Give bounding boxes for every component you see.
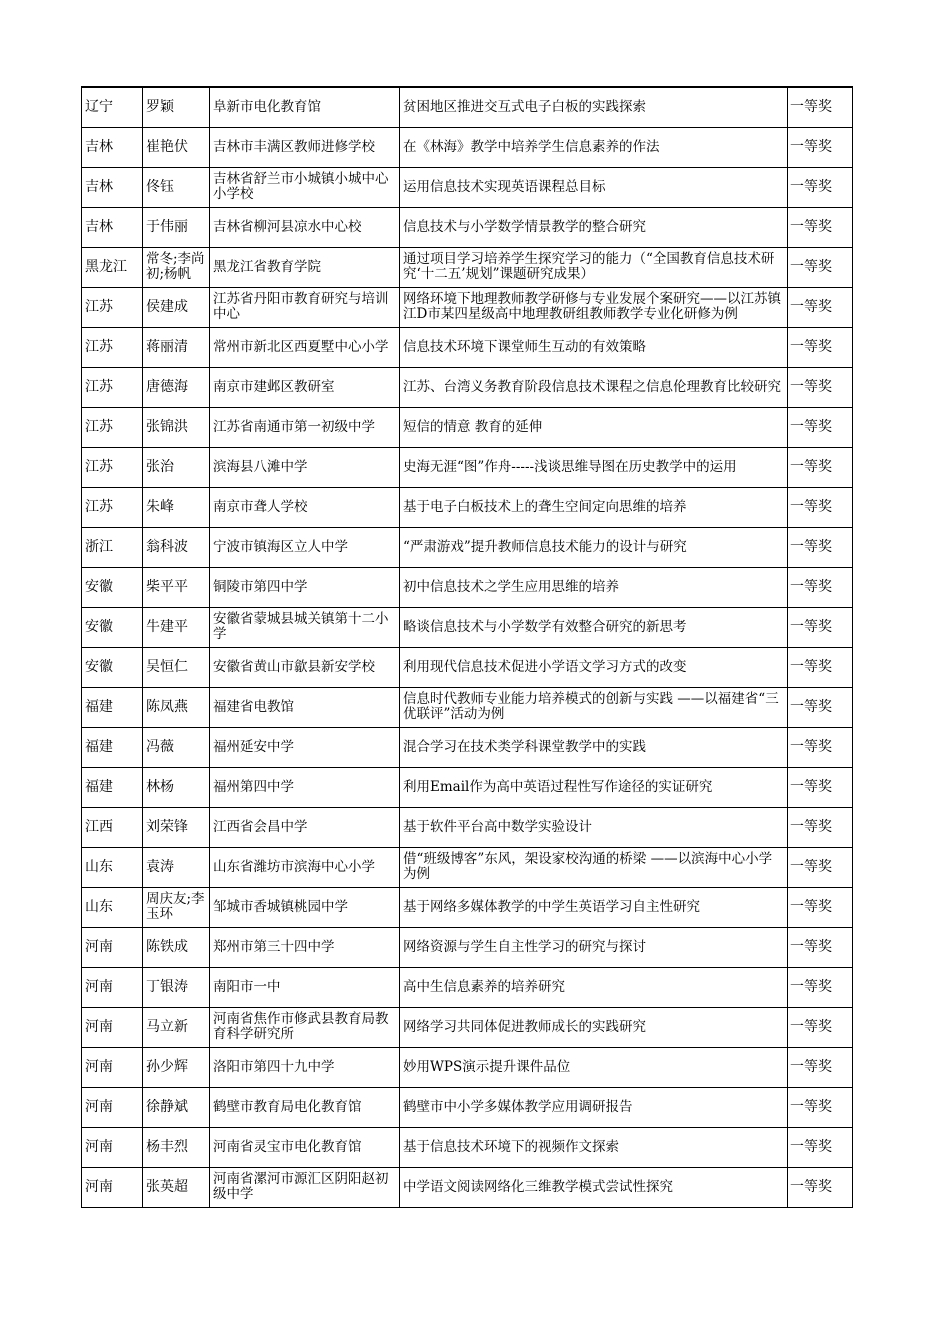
name-cell: 孙少辉	[143, 1047, 210, 1087]
name-cell: 崔艳伏	[143, 127, 210, 167]
name-cell: 刘荣锋	[143, 807, 210, 847]
table-row	[82, 247, 853, 287]
province-cell: 江苏	[82, 287, 143, 327]
table-row	[82, 647, 853, 687]
unit-cell: 吉林省舒兰市小城镇小城中心小学校	[210, 167, 400, 207]
unit-cell: 南阳市一中	[210, 967, 400, 1007]
name-cell: 张治	[143, 447, 210, 487]
province-cell: 河南	[82, 1127, 143, 1167]
unit-cell: 铜陵市第四中学	[210, 567, 400, 607]
title-cell: 通过项目学习培养学生探究学习的能力（“全国教育信息技术研究‘十二五’规划”课题研究成果）	[400, 247, 788, 287]
unit-cell: 福州第四中学	[210, 767, 400, 807]
unit-cell: 鹤壁市教育局电化教育馆	[210, 1087, 400, 1127]
title-cell: 初中信息技术之学生应用思维的培养	[400, 567, 788, 607]
title-cell: 江苏、台湾义务教育阶段信息技术课程之信息伦理教育比较研究	[400, 367, 788, 407]
name-cell: 袁涛	[143, 847, 210, 887]
title-cell: 短信的情意 教育的延伸	[400, 407, 788, 447]
unit-cell: 南京市聋人学校	[210, 487, 400, 527]
award-cell: 一等奖	[788, 967, 853, 1007]
table-row	[82, 1167, 853, 1207]
title-cell: 略谈信息技术与小学数学有效整合研究的新思考	[400, 607, 788, 647]
table-row	[82, 87, 853, 127]
table-row	[82, 367, 853, 407]
unit-cell: 滨海县八滩中学	[210, 447, 400, 487]
name-cell: 蒋丽清	[143, 327, 210, 367]
name-cell: 吴恒仁	[143, 647, 210, 687]
name-cell: 马立新	[143, 1007, 210, 1047]
title-cell: 网络资源与学生自主性学习的研究与探讨	[400, 927, 788, 967]
name-cell: 陈铁成	[143, 927, 210, 967]
title-cell: 鹤壁市中小学多媒体教学应用调研报告	[400, 1087, 788, 1127]
province-cell: 福建	[82, 687, 143, 727]
unit-cell: 宁波市镇海区立人中学	[210, 527, 400, 567]
title-cell: 基于软件平台高中数学实验设计	[400, 807, 788, 847]
unit-cell: 山东省潍坊市滨海中心小学	[210, 847, 400, 887]
title-cell: 史海无涯“图”作舟-----浅谈思维导图在历史教学中的运用	[400, 447, 788, 487]
table-row	[82, 607, 853, 647]
title-cell: 在《林海》教学中培养学生信息素养的作法	[400, 127, 788, 167]
title-cell: 网络环境下地理教师教学研修与专业发展个案研究——以江苏镇江D市某四星级高中地理教研组教师教学专业化研修为例	[400, 287, 788, 327]
unit-cell: 安徽省黄山市歙县新安学校	[210, 647, 400, 687]
award-cell: 一等奖	[788, 207, 853, 247]
province-cell: 河南	[82, 1087, 143, 1127]
award-cell: 一等奖	[788, 487, 853, 527]
title-cell: 信息技术与小学数学情景教学的整合研究	[400, 207, 788, 247]
award-cell: 一等奖	[788, 1127, 853, 1167]
title-cell: “严肃游戏”提升教师信息技术能力的设计与研究	[400, 527, 788, 567]
province-cell: 江苏	[82, 367, 143, 407]
unit-cell: 河南省焦作市修武县教育局教育科学研究所	[210, 1007, 400, 1047]
province-cell: 吉林	[82, 167, 143, 207]
name-cell: 朱峰	[143, 487, 210, 527]
name-cell: 翁科波	[143, 527, 210, 567]
table-row	[82, 407, 853, 447]
unit-cell: 阜新市电化教育馆	[210, 87, 400, 127]
award-cell: 一等奖	[788, 687, 853, 727]
province-cell: 江苏	[82, 327, 143, 367]
title-cell: 混合学习在技术类学科课堂教学中的实践	[400, 727, 788, 767]
unit-cell: 郑州市第三十四中学	[210, 927, 400, 967]
name-cell: 张英超	[143, 1167, 210, 1207]
unit-cell: 福州延安中学	[210, 727, 400, 767]
province-cell: 江苏	[82, 407, 143, 447]
name-cell: 张锦洪	[143, 407, 210, 447]
title-cell: 网络学习共同体促进教师成长的实践研究	[400, 1007, 788, 1047]
table-body	[82, 87, 853, 1207]
province-cell: 江苏	[82, 487, 143, 527]
unit-cell: 河南省灵宝市电化教育馆	[210, 1127, 400, 1167]
province-cell: 安徽	[82, 567, 143, 607]
award-cell: 一等奖	[788, 807, 853, 847]
table-row	[82, 967, 853, 1007]
award-cell: 一等奖	[788, 247, 853, 287]
award-cell: 一等奖	[788, 167, 853, 207]
unit-cell: 福建省电教馆	[210, 687, 400, 727]
title-cell: 信息技术环境下课堂师生互动的有效策略	[400, 327, 788, 367]
title-cell: 基于电子白板技术上的聋生空间定向思维的培养	[400, 487, 788, 527]
name-cell: 杨丰烈	[143, 1127, 210, 1167]
unit-cell: 江西省会昌中学	[210, 807, 400, 847]
unit-cell: 邹城市香城镇桃园中学	[210, 887, 400, 927]
award-cell: 一等奖	[788, 607, 853, 647]
name-cell: 周庆友;李玉环	[143, 887, 210, 927]
table-row	[82, 807, 853, 847]
table-row	[82, 727, 853, 767]
province-cell: 河南	[82, 1007, 143, 1047]
province-cell: 山东	[82, 847, 143, 887]
table-row	[82, 847, 853, 887]
award-cell: 一等奖	[788, 847, 853, 887]
title-cell: 运用信息技术实现英语课程总目标	[400, 167, 788, 207]
unit-cell: 吉林省柳河县凉水中心校	[210, 207, 400, 247]
province-cell: 江苏	[82, 447, 143, 487]
award-cell: 一等奖	[788, 407, 853, 447]
unit-cell: 南京市建邺区教研室	[210, 367, 400, 407]
province-cell: 安徽	[82, 647, 143, 687]
province-cell: 江西	[82, 807, 143, 847]
province-cell: 福建	[82, 767, 143, 807]
title-cell: 基于信息技术环境下的视频作文探索	[400, 1127, 788, 1167]
unit-cell: 江苏省南通市第一初级中学	[210, 407, 400, 447]
name-cell: 罗颖	[143, 87, 210, 127]
title-cell: 高中生信息素养的培养研究	[400, 967, 788, 1007]
title-cell: 利用现代信息技术促进小学语文学习方式的改变	[400, 647, 788, 687]
table-row	[82, 447, 853, 487]
unit-cell: 安徽省蒙城县城关镇第十二小学	[210, 607, 400, 647]
award-cell: 一等奖	[788, 887, 853, 927]
table-row	[82, 1007, 853, 1047]
award-cell: 一等奖	[788, 447, 853, 487]
table-row	[82, 567, 853, 607]
award-cell: 一等奖	[788, 567, 853, 607]
unit-cell: 洛阳市第四十九中学	[210, 1047, 400, 1087]
name-cell: 丁银涛	[143, 967, 210, 1007]
award-cell: 一等奖	[788, 87, 853, 127]
name-cell: 徐静斌	[143, 1087, 210, 1127]
award-cell: 一等奖	[788, 1047, 853, 1087]
name-cell: 唐德海	[143, 367, 210, 407]
title-cell: 利用Email作为高中英语过程性写作途径的实证研究	[400, 767, 788, 807]
award-cell: 一等奖	[788, 727, 853, 767]
table-row	[82, 1047, 853, 1087]
table-row	[82, 327, 853, 367]
table-row	[82, 1127, 853, 1167]
award-cell: 一等奖	[788, 927, 853, 967]
name-cell: 佟钰	[143, 167, 210, 207]
award-cell: 一等奖	[788, 127, 853, 167]
table-row	[82, 887, 853, 927]
award-list	[81, 86, 853, 1208]
table-row	[82, 287, 853, 327]
unit-cell: 常州市新北区西夏墅中心小学	[210, 327, 400, 367]
province-cell: 吉林	[82, 127, 143, 167]
title-cell: 信息时代教师专业能力培养模式的创新与实践 ——以福建省“三优联评”活动为例	[400, 687, 788, 727]
province-cell: 辽宁	[82, 87, 143, 127]
title-cell: 借“班级博客”东风，架设家校沟通的桥梁 ——以滨海中心小学为例	[400, 847, 788, 887]
award-cell: 一等奖	[788, 1167, 853, 1207]
table-row	[82, 927, 853, 967]
name-cell: 于伟丽	[143, 207, 210, 247]
province-cell: 河南	[82, 1047, 143, 1087]
province-cell: 浙江	[82, 527, 143, 567]
award-table	[81, 86, 852, 1208]
award-cell: 一等奖	[788, 647, 853, 687]
name-cell: 林杨	[143, 767, 210, 807]
name-cell: 柴平平	[143, 567, 210, 607]
award-cell: 一等奖	[788, 287, 853, 327]
table-row	[82, 167, 853, 207]
name-cell: 常冬;李尚初;杨帆	[143, 247, 210, 287]
award-cell: 一等奖	[788, 327, 853, 367]
table-row	[82, 207, 853, 247]
award-cell: 一等奖	[788, 1007, 853, 1047]
table-row	[82, 487, 853, 527]
table-row	[82, 127, 853, 167]
table-row	[82, 687, 853, 727]
title-cell: 基于网络多媒体教学的中学生英语学习自主性研究	[400, 887, 788, 927]
award-cell: 一等奖	[788, 767, 853, 807]
unit-cell: 黑龙江省教育学院	[210, 247, 400, 287]
award-cell: 一等奖	[788, 1087, 853, 1127]
name-cell: 侯建成	[143, 287, 210, 327]
province-cell: 河南	[82, 1167, 143, 1207]
name-cell: 陈凤燕	[143, 687, 210, 727]
title-cell: 贫困地区推进交互式电子白板的实践探索	[400, 87, 788, 127]
name-cell: 牛建平	[143, 607, 210, 647]
province-cell: 山东	[82, 887, 143, 927]
title-cell: 中学语文阅读网络化三维教学模式尝试性探究	[400, 1167, 788, 1207]
award-cell: 一等奖	[788, 527, 853, 567]
unit-cell: 河南省漯河市源汇区阴阳赵初级中学	[210, 1167, 400, 1207]
unit-cell: 江苏省丹阳市教育研究与培训中心	[210, 287, 400, 327]
province-cell: 黑龙江	[82, 247, 143, 287]
table-row	[82, 1087, 853, 1127]
unit-cell: 吉林市丰满区教师进修学校	[210, 127, 400, 167]
table-row	[82, 767, 853, 807]
table-row	[82, 527, 853, 567]
province-cell: 河南	[82, 967, 143, 1007]
award-cell: 一等奖	[788, 367, 853, 407]
province-cell: 福建	[82, 727, 143, 767]
title-cell: 妙用WPS演示提升课件品位	[400, 1047, 788, 1087]
name-cell: 冯薇	[143, 727, 210, 767]
province-cell: 河南	[82, 927, 143, 967]
province-cell: 吉林	[82, 207, 143, 247]
province-cell: 安徽	[82, 607, 143, 647]
